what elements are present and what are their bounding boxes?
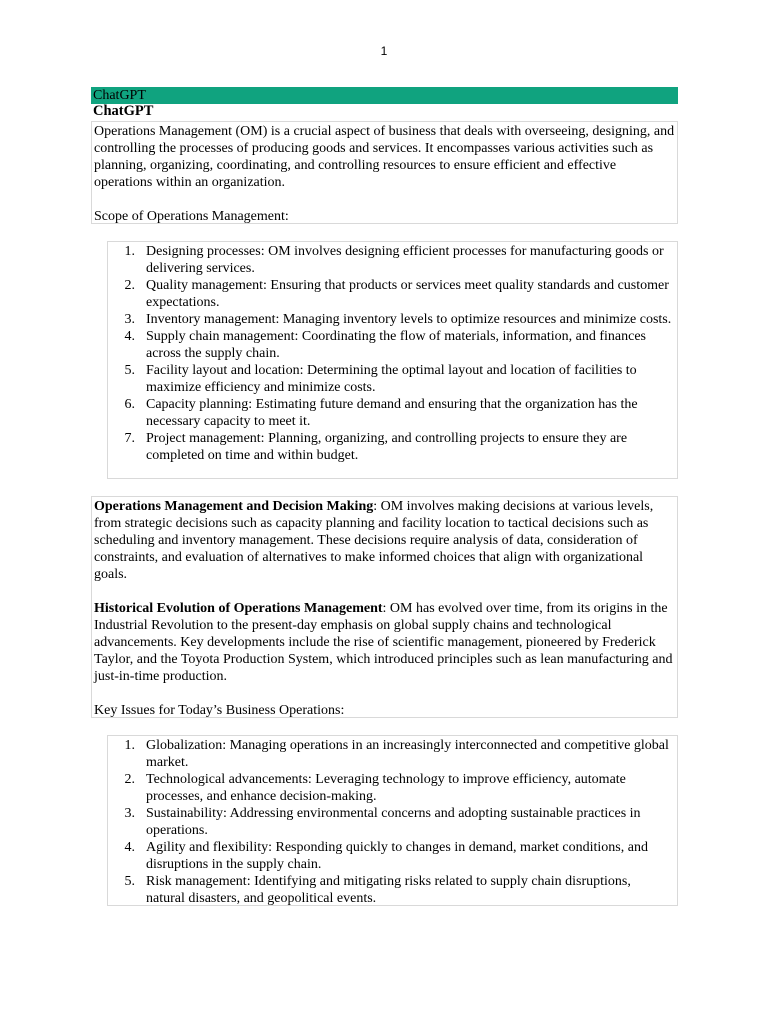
page-number: 1: [380, 44, 388, 58]
history-paragraph: [94, 600, 675, 685]
list-item: [115, 839, 673, 873]
list-number: 6.: [124, 397, 135, 412]
list-text: Capacity planning: Estimating future demand and ensuring that the organization has the necessary capacity to meet it.: [146, 397, 638, 429]
scope-label: Scope of Operations Management:: [94, 209, 289, 224]
list-number: 2.: [124, 278, 135, 293]
list-number: 3.: [124, 806, 135, 821]
scope-list: [115, 243, 673, 464]
list-item: [115, 328, 673, 362]
list-item: [115, 873, 673, 907]
list-number: 5.: [124, 874, 135, 889]
list-item: [115, 805, 673, 839]
list-number: 3.: [124, 312, 135, 327]
history-body: : OM has evolved over time, from its origins in the Industrial Revolution to the present-day emphasis on global supply chains and technological advancements. Key developments include the rise of scientific management, pioneered by Frederick Taylor, and the Toyota Production System, which introduced principles such as lean manufacturing and just-in-time production.: [94, 601, 673, 684]
scope-list-box: [107, 241, 678, 479]
list-item: [115, 771, 673, 805]
list-number: 2.: [124, 772, 135, 787]
list-item: [115, 737, 673, 771]
list-item: [115, 362, 673, 396]
chatgpt-banner: ChatGPT: [91, 87, 678, 104]
list-number: 7.: [124, 431, 135, 446]
history-title: Historical Evolution of Operations Management: [94, 601, 383, 616]
decision-paragraph: [94, 498, 675, 583]
list-text: Agility and flexibility: Responding quickly to changes in demand, market conditions, and disruptions in the supply chain.: [146, 840, 648, 872]
intro-paragraph: Operations Management (OM) is a crucial aspect of business that deals with overseeing, designing, and controlling the processes of producing goods and services. It encompasses various activities such as planning, organizing, coordinating, and controlling resources to ensure efficient and effective operations within an organization.: [94, 124, 675, 190]
list-text: Technological advancements: Leveraging technology to improve efficiency, automate processes, and enhance decision-making.: [146, 772, 626, 804]
issues-label: Key Issues for Today’s Business Operations:: [94, 703, 345, 718]
list-item: [115, 430, 673, 464]
list-text: Project management: Planning, organizing, and controlling projects to ensure they are completed on time and within budget.: [146, 431, 628, 463]
list-number: 1.: [124, 244, 135, 259]
list-text: Sustainability: Addressing environmental concerns and adopting sustainable practices in operations.: [146, 806, 641, 838]
list-text: Quality management: Ensuring that products or services meet quality standards and customer expectations.: [146, 278, 669, 310]
list-number: 4.: [124, 840, 135, 855]
list-text: Designing processes: OM involves designing efficient processes for manufacturing goods or delivering services.: [146, 244, 664, 276]
list-text: Supply chain management: Coordinating the flow of materials, information, and finances across the supply chain.: [146, 329, 646, 361]
list-text: Inventory management: Managing inventory levels to optimize resources and minimize costs.: [146, 312, 672, 327]
list-number: 5.: [124, 363, 135, 378]
list-text: Globalization: Managing operations in an increasingly interconnected and competitive global market.: [146, 738, 669, 770]
list-number: 4.: [124, 329, 135, 344]
issues-list-box: [107, 735, 678, 906]
list-item: [115, 396, 673, 430]
list-item: [115, 311, 673, 328]
issues-list: [115, 737, 673, 907]
list-number: 1.: [124, 738, 135, 753]
decision-body: : OM involves making decisions at various levels, from strategic decisions such as capacity planning and facility location to tactical decisions such as scheduling and inventory management. These decisions require analysis of data, consideration of constraints, and evaluation of alternatives to make informed choices that align with organizational goals.: [94, 499, 654, 582]
decision-title: Operations Management and Decision Making: [94, 499, 374, 514]
list-item: [115, 243, 673, 277]
decision-history-box: [91, 496, 678, 718]
list-text: Facility layout and location: Determining the optimal layout and location of facilities to maximize efficiency and minimize costs.: [146, 363, 637, 395]
list-item: [115, 277, 673, 311]
list-text: Risk management: Identifying and mitigating risks related to supply chain disruptions, natural disasters, and geopolitical events.: [146, 874, 631, 906]
intro-box: [91, 121, 678, 224]
chatgpt-heading: ChatGPT: [93, 103, 154, 119]
